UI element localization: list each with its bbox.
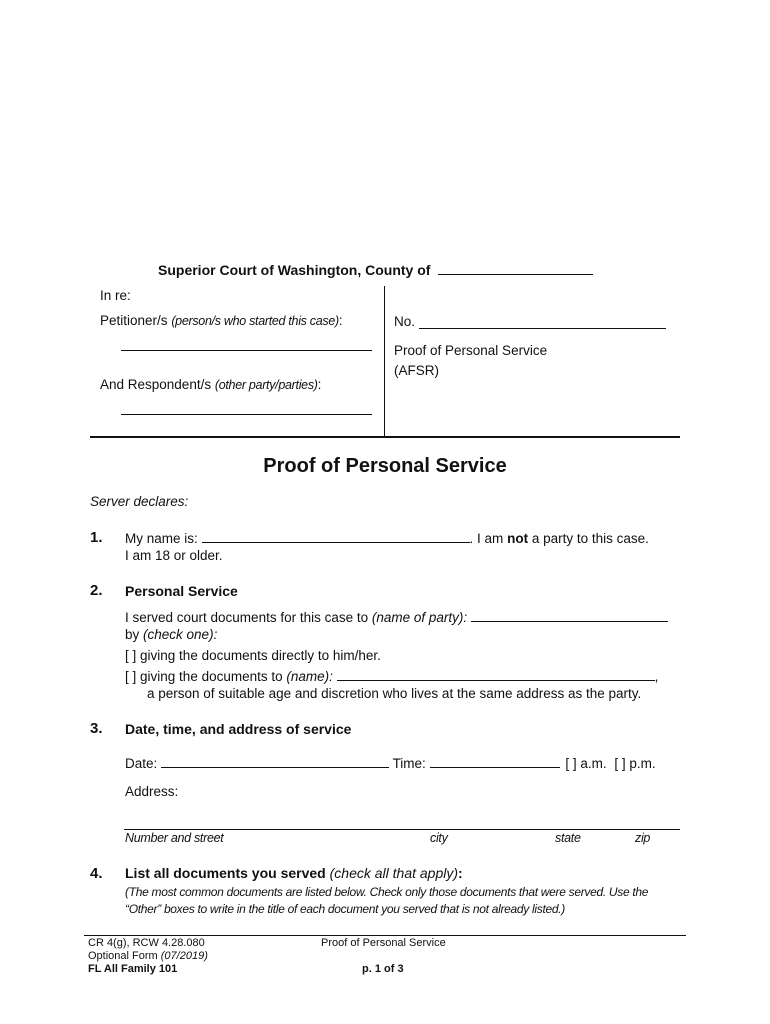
caption-divider [384, 286, 385, 438]
option-other-person-detail: a person of suitable age and discretion who lives at the same address as the party. [147, 686, 642, 701]
case-number-field[interactable] [419, 328, 666, 329]
footer-rule-citation: CR 4(g), RCW 4.28.080 [88, 937, 205, 949]
page-title: Proof of Personal Service [263, 455, 507, 477]
state-caption: state [555, 831, 581, 845]
in-re-label: In re: [100, 288, 131, 303]
section-1-number: 1. [90, 529, 103, 546]
footer-optional-form: Optional Form (07/2019) [88, 950, 208, 962]
by-line: by (check one): [125, 627, 218, 642]
age-statement: I am 18 or older. [125, 548, 223, 563]
section-4-note: (The most common documents are listed below. Check only those documents that were served. Use the “Other” boxes to write in the title of each document you served that is not already listed.) [125, 885, 649, 916]
pm-checkbox[interactable]: [ ] p.m. [614, 756, 656, 771]
section-4-number: 4. [90, 865, 103, 882]
petitioner-hint: (person/s who started this case) [171, 314, 339, 328]
checkbox-other-person[interactable]: [ ] [125, 669, 137, 684]
address-label: Address: [125, 784, 179, 799]
court-heading [158, 262, 593, 278]
section-3-number: 3. [90, 720, 103, 737]
served-to-line: I served court documents for this case to (name of party): [125, 609, 668, 625]
section-2-heading: Personal Service [125, 583, 238, 599]
other-person-field[interactable] [337, 668, 655, 681]
footer-page-number: p. 1 of 3 [362, 963, 404, 975]
county-field[interactable] [438, 274, 593, 275]
section-2-number: 2. [90, 582, 103, 599]
petitioner-label: Petitioner/s (person/s who started this case): [100, 313, 343, 328]
footer-title: Proof of Personal Service [321, 937, 446, 949]
footer-form-id: FL All Family 101 [88, 963, 178, 975]
party-name-field[interactable] [471, 609, 668, 622]
respondent-field[interactable] [121, 414, 372, 415]
not-word: not [507, 531, 529, 546]
server-declares: Server declares: [90, 494, 189, 509]
footer-rule [84, 935, 686, 936]
doc-code: (AFSR) [394, 363, 439, 378]
checkbox-direct[interactable]: [ ] [125, 648, 137, 663]
address-field[interactable] [124, 829, 680, 830]
case-number-label: No. [394, 314, 416, 329]
doc-name: Proof of Personal Service [394, 343, 548, 358]
option-direct: [ ] giving the documents directly to him/her. [125, 648, 381, 663]
am-checkbox[interactable]: [ ] a.m. [565, 756, 607, 771]
respondent-label: And Respondent/s (other party/parties): [100, 377, 322, 392]
street-caption: Number and street [125, 831, 224, 845]
section-3-heading: Date, time, and address of service [125, 721, 352, 737]
city-caption: city [430, 831, 448, 845]
court-label: Superior Court of Washington, County of [158, 262, 431, 278]
date-time-line: Date: Time: [ ] a.m. [ ] p.m. [125, 756, 656, 771]
time-field[interactable] [430, 755, 560, 768]
respondent-hint: (other party/parties) [214, 378, 318, 392]
server-name-field[interactable] [202, 530, 470, 543]
petitioner-field[interactable] [121, 350, 372, 351]
section-1-line: My name is: . I am not a party to this case. [125, 531, 649, 546]
option-other-person: [ ] giving the documents to (name): , [125, 669, 659, 684]
date-field[interactable] [161, 755, 389, 768]
section-4-heading: List all documents you served (check all that apply): [125, 865, 463, 881]
caption-rule [90, 436, 680, 438]
zip-caption: zip [635, 831, 651, 845]
